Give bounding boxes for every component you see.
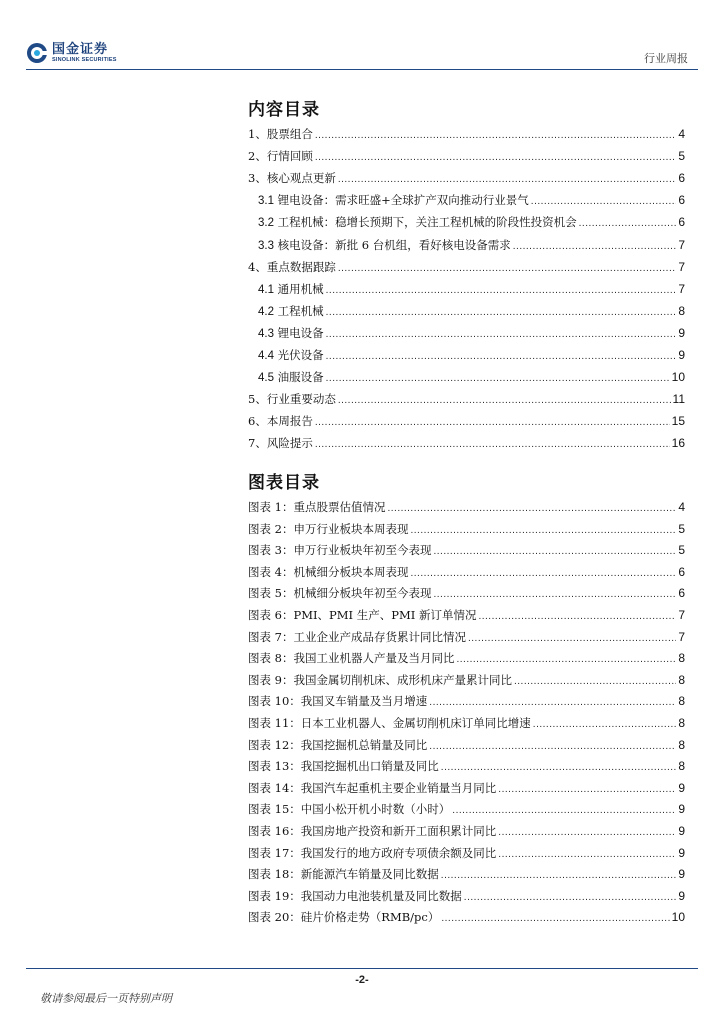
- toc-entry[interactable]: [258, 282, 685, 298]
- page-header: [0, 0, 724, 74]
- entry-label: [258, 370, 324, 385]
- figure-entry[interactable]: [248, 867, 685, 883]
- page-ref: 6: [678, 564, 685, 579]
- page-ref: 9: [678, 325, 685, 340]
- dot-leader: [429, 694, 676, 710]
- toc-entry[interactable]: [248, 171, 685, 187]
- page-ref: 4: [678, 500, 685, 514]
- page-ref: 9: [678, 845, 685, 860]
- page-ref: 9: [678, 867, 685, 882]
- dot-leader: [326, 348, 677, 364]
- toc-entry[interactable]: [258, 238, 685, 254]
- dot-leader: [531, 193, 677, 209]
- figure-entry[interactable]: [248, 846, 685, 862]
- entry-label: [248, 802, 450, 816]
- entry-text: 5、行业重要动态: [248, 392, 336, 407]
- toc-entry[interactable]: [248, 127, 685, 143]
- entry-label: [248, 586, 431, 600]
- entry-label: [248, 436, 313, 450]
- dot-leader: [464, 889, 677, 905]
- entry-text: 图表 2：申万行业板块本周表现: [248, 521, 409, 536]
- page-ref: 9: [678, 824, 685, 838]
- section-number: 3.3: [258, 239, 274, 252]
- section-number: 4.5: [258, 372, 274, 385]
- figure-entry[interactable]: [248, 716, 685, 732]
- dot-leader: [579, 215, 677, 231]
- page-ref: 7: [678, 629, 685, 644]
- toc-entry[interactable]: [258, 215, 685, 231]
- toc-entry[interactable]: [258, 326, 685, 342]
- page-ref: 4: [678, 127, 685, 141]
- entry-label: [248, 565, 408, 579]
- entry-text: 图表 8：我国工业机器人产量及当月同比: [248, 651, 455, 666]
- page-ref: 7: [678, 259, 685, 274]
- dot-leader: [433, 586, 676, 602]
- entry-label: [258, 282, 324, 297]
- page-ref: 8: [678, 737, 685, 752]
- entry-label: [258, 238, 511, 253]
- dot-leader: [498, 781, 676, 797]
- figure-entry[interactable]: [248, 910, 685, 926]
- figure-entry[interactable]: [248, 738, 685, 754]
- entry-label: [248, 651, 454, 665]
- dot-leader: [387, 500, 676, 516]
- entry-text: 7、风险提示: [248, 436, 313, 451]
- entry-text: 图表 11：日本工业机器人、金属切削机床订单同比增速: [248, 716, 531, 730]
- disclaimer-note: 敬请参阅最后一页特别声明: [40, 992, 172, 1005]
- entry-label: [248, 392, 336, 406]
- dot-leader: [410, 565, 676, 581]
- dot-leader: [441, 910, 669, 926]
- page-ref: 7: [678, 608, 685, 622]
- entry-text: 图表 14：我国汽车起重机主要企业销量当月同比: [248, 780, 497, 795]
- page-ref: 6: [678, 193, 685, 208]
- dot-leader: [315, 149, 676, 165]
- page-ref: 8: [678, 672, 685, 687]
- toc-entry[interactable]: [258, 304, 685, 320]
- dot-leader: [441, 759, 677, 775]
- page-ref: 7: [678, 237, 685, 252]
- page-ref: 15: [671, 414, 685, 429]
- toc-entry[interactable]: [248, 149, 685, 165]
- entry-text: 图表 1：重点股票估值情况: [248, 500, 386, 514]
- entry-label: [248, 889, 462, 903]
- dot-leader: [433, 543, 676, 559]
- entry-text: 3、核心观点更新: [248, 171, 336, 186]
- figure-entry[interactable]: [248, 802, 685, 818]
- figure-entry[interactable]: [248, 630, 685, 646]
- dot-leader: [478, 608, 676, 624]
- entry-label: [258, 326, 324, 341]
- dot-leader: [410, 522, 676, 538]
- dot-leader: [514, 673, 676, 689]
- figure-entry[interactable]: [248, 759, 685, 775]
- toc-entry[interactable]: [258, 348, 685, 364]
- logo-english-name: SINOLINK SECURITIES: [52, 56, 117, 63]
- toc-title: 内容目录: [248, 100, 320, 120]
- page-ref: 9: [678, 780, 685, 795]
- section-number: 4.4: [258, 350, 274, 362]
- entry-text: 通用机械: [274, 281, 324, 296]
- dot-leader: [513, 238, 677, 254]
- page-ref: 5: [678, 521, 685, 536]
- toc-entry[interactable]: [248, 260, 685, 276]
- dot-leader: [498, 824, 676, 840]
- header-divider: [26, 69, 698, 70]
- entry-label: [248, 738, 427, 752]
- toc-entry[interactable]: [248, 392, 685, 408]
- company-logo: [26, 42, 117, 64]
- entry-text: 图表 10：我国叉车销量及当月增速: [248, 694, 428, 709]
- dot-leader: [326, 326, 677, 342]
- figure-entry[interactable]: [248, 673, 685, 689]
- page-ref: 8: [678, 716, 685, 730]
- entry-label: [248, 694, 427, 708]
- entry-text: 1、股票组合: [248, 127, 313, 141]
- entry-text: 图表 7：工业企业产成品存货累计同比情况: [248, 629, 466, 644]
- section-number: 4.3: [258, 327, 274, 340]
- entry-label: [248, 127, 313, 141]
- dot-leader: [338, 260, 676, 276]
- entry-label: [248, 414, 313, 428]
- toc-entry[interactable]: [248, 414, 685, 430]
- dot-leader: [315, 127, 676, 143]
- page-ref: 5: [678, 543, 685, 558]
- dot-leader: [468, 630, 676, 646]
- dot-leader: [456, 651, 676, 667]
- page-ref: 6: [678, 586, 685, 601]
- dot-leader: [326, 370, 670, 386]
- section-number: 3.2: [258, 217, 274, 230]
- toc-entry[interactable]: [248, 436, 685, 452]
- entry-text: 图表 3：申万行业板块年初至今表现: [248, 543, 432, 558]
- entry-text: 核电设备：新批 6 台机组，看好核电设备需求: [274, 237, 511, 252]
- entry-label: [248, 608, 476, 622]
- entry-label: [248, 543, 431, 557]
- dot-leader: [315, 414, 670, 430]
- entry-text: 图表 12：我国挖掘机总销量及同比: [248, 737, 428, 752]
- entry-text: 图表 19：我国动力电池装机量及同比数据: [248, 888, 462, 903]
- entry-label: [248, 824, 496, 838]
- entry-label: [248, 716, 531, 730]
- entry-text: 图表 16：我国房地产投资和新开工面积累计同比: [248, 824, 497, 838]
- entry-label: [248, 846, 496, 860]
- figure-entry[interactable]: [248, 824, 685, 840]
- dot-leader: [326, 304, 677, 320]
- entry-text: 工程机械: [274, 303, 324, 318]
- page-ref: 9: [678, 348, 685, 362]
- dot-leader: [315, 436, 670, 452]
- dot-leader: [441, 867, 677, 883]
- entry-label: [248, 759, 439, 773]
- figures-toc-title: 图表目录: [248, 473, 320, 493]
- toc-entry[interactable]: [258, 193, 685, 209]
- entry-text: 4、重点数据跟踪: [248, 259, 336, 274]
- entry-label: [258, 304, 324, 319]
- entry-label: [248, 867, 439, 881]
- entry-label: [248, 500, 385, 514]
- page-ref: 11: [672, 392, 685, 407]
- page-ref: 8: [678, 759, 685, 774]
- page-ref: 8: [678, 303, 685, 318]
- entry-text: 图表 18：新能源汽车销量及同比数据: [248, 867, 439, 882]
- page-ref: 10: [671, 910, 685, 925]
- page-ref: 8: [678, 694, 685, 709]
- dot-leader: [326, 282, 677, 298]
- logo-chinese-name: 国金证券: [52, 41, 109, 57]
- section-number: 4.2: [258, 305, 274, 318]
- entry-text: 油服设备: [274, 370, 324, 385]
- dot-leader: [429, 738, 676, 754]
- section-number: 4.1: [258, 283, 274, 296]
- entry-text: 图表 15：中国小松开机小时数（小时）: [248, 802, 451, 817]
- dot-leader: [498, 846, 676, 862]
- figure-entry[interactable]: [248, 522, 685, 538]
- dot-leader: [338, 392, 671, 408]
- page-number: -2-: [355, 974, 369, 986]
- page-ref: 16: [671, 436, 685, 451]
- entry-text: 图表 20：硅片价格走势（RMB/pc）: [248, 910, 440, 925]
- entry-text: 图表 6：PMI、PMI 生产、PMI 新订单情况: [248, 608, 477, 622]
- entry-label: [248, 260, 336, 274]
- figure-entry[interactable]: [248, 651, 685, 667]
- dot-leader: [533, 716, 677, 732]
- entry-text: 光伏设备: [274, 348, 324, 362]
- section-number: 3.1: [258, 195, 274, 208]
- entry-label: [258, 348, 324, 363]
- figure-entry[interactable]: [248, 543, 685, 559]
- page-ref: 10: [671, 370, 685, 385]
- figure-entry[interactable]: [248, 586, 685, 602]
- entry-label: [248, 673, 512, 687]
- page-ref: 9: [678, 802, 685, 817]
- entry-text: 2、行情回顾: [248, 149, 313, 164]
- sinolink-logo-icon: [26, 42, 48, 64]
- entry-label: [248, 781, 496, 795]
- entry-label: [248, 630, 466, 644]
- entry-text: 图表 4：机械细分板块本周表现: [248, 564, 409, 579]
- entry-text: 锂电设备：需求旺盛+全球扩产双向推动行业景气: [274, 193, 529, 208]
- entry-label: [258, 215, 577, 230]
- entry-label: [248, 522, 408, 536]
- entry-text: 图表 5：机械细分板块年初至今表现: [248, 586, 432, 601]
- entry-text: 图表 13：我国挖掘机出口销量及同比: [248, 759, 439, 774]
- figure-entry[interactable]: [248, 500, 685, 516]
- entry-text: 图表 9：我国金属切削机床、成形机床产量累计同比: [248, 672, 512, 687]
- figure-entry[interactable]: [248, 781, 685, 797]
- page-ref: 8: [678, 651, 685, 666]
- toc-entry[interactable]: [258, 370, 685, 386]
- page-ref: 9: [678, 888, 685, 903]
- page-ref: 7: [678, 281, 685, 296]
- figure-entry[interactable]: [248, 565, 685, 581]
- entry-label: [248, 910, 439, 924]
- footer-divider: [26, 968, 698, 969]
- entry-text: 图表 17：我国发行的地方政府专项债余额及同比: [248, 845, 497, 860]
- figure-entry[interactable]: [248, 694, 685, 710]
- page-ref: 5: [678, 149, 685, 164]
- figure-entry[interactable]: [248, 608, 685, 624]
- entry-text: 6、本周报告: [248, 414, 313, 429]
- report-type-label: 行业周报: [644, 52, 688, 65]
- entry-label: [258, 193, 529, 208]
- figure-entry[interactable]: [248, 889, 685, 905]
- entry-text: 锂电设备: [274, 325, 324, 340]
- entry-label: [248, 171, 336, 185]
- page-ref: 6: [678, 171, 685, 186]
- dot-leader: [452, 802, 676, 818]
- entry-text: 工程机械：稳增长预期下，关注工程机械的阶段性投资机会: [274, 215, 577, 230]
- dot-leader: [338, 171, 676, 187]
- entry-label: [248, 149, 313, 163]
- page-ref: 6: [678, 215, 685, 230]
